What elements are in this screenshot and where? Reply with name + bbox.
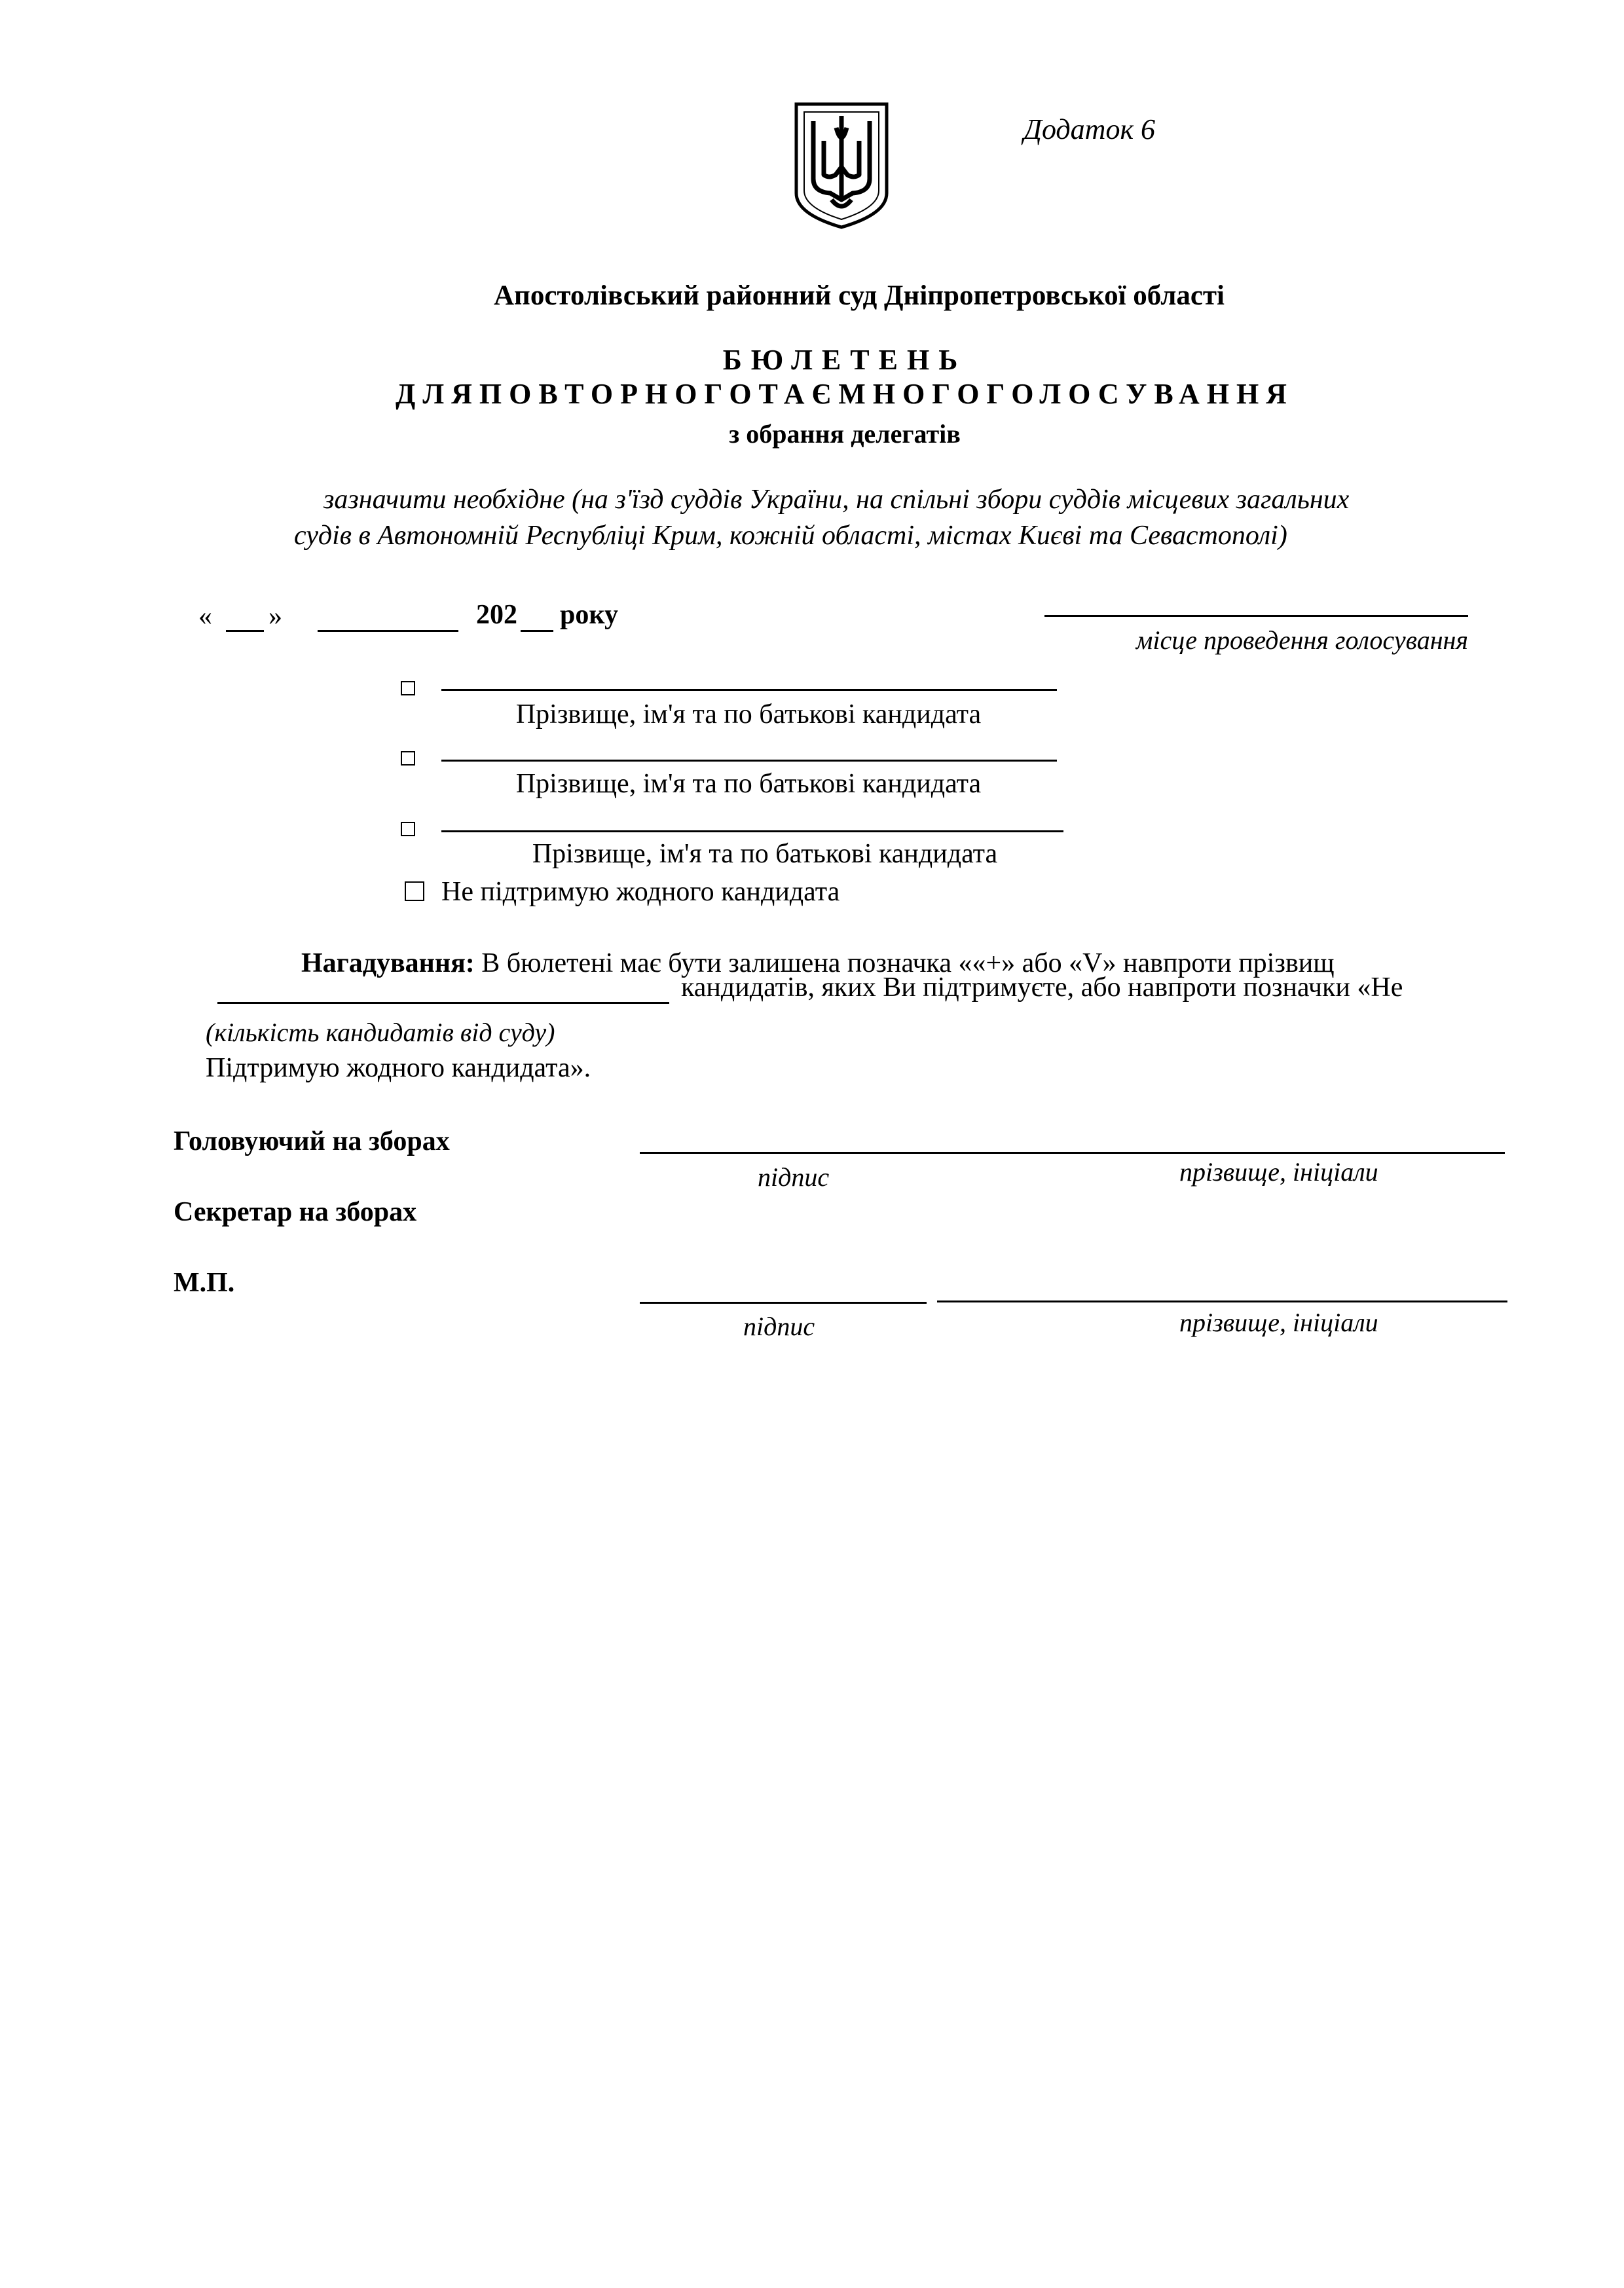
ballot-title: БЮЛЕТЕНЬ <box>722 344 967 376</box>
candidate-checkbox[interactable] <box>401 822 415 836</box>
candidate-checkbox[interactable] <box>401 751 415 766</box>
ballot-subtitle: ДЛЯПОВТОРНОГОТАЄМНОГОГОЛОСУВАННЯ <box>396 378 1294 410</box>
instruction-line-2: судів в Автономній Республіці Крим, кожній області, містах Києві та Севастополі) <box>294 521 1287 551</box>
year-suffix: року <box>560 600 618 630</box>
candidate-name-blank[interactable] <box>441 760 1057 762</box>
court-name: Апостолівський районний суд Дніпропетровської області <box>493 280 1225 311</box>
candidate-caption: Прізвище, ім'я та по батькові кандидата <box>515 699 982 729</box>
month-blank[interactable] <box>318 630 458 632</box>
candidate-name-blank[interactable] <box>441 689 1057 691</box>
chair-label: Головуючий на зборах <box>174 1126 450 1156</box>
chair-name-caption: прізвище, ініціали <box>1179 1157 1378 1187</box>
place-caption: місце проведення голосування <box>1135 625 1468 655</box>
none-option-checkbox[interactable] <box>405 881 424 901</box>
year-prefix: 202 <box>476 600 517 630</box>
candidate-caption: Прізвище, ім'я та по батькові кандидата <box>515 769 982 799</box>
place-blank[interactable] <box>1044 615 1468 617</box>
candidate-name-blank[interactable] <box>441 830 1063 832</box>
appendix-label: Додаток 6 <box>1024 113 1156 145</box>
reminder-line-3: Підтримую жодного кандидата». <box>206 1053 591 1083</box>
candidate-checkbox[interactable] <box>401 681 415 695</box>
none-option-label: Не підтримую жодного кандидата <box>441 877 840 907</box>
count-caption: (кількість кандидатів від суду) <box>206 1018 555 1047</box>
secretary-name-blank[interactable] <box>937 1301 1507 1302</box>
reminder-text-1: В бюлетені має бути залишена позначка ««+» або «V» навпроти прізвищ <box>481 948 1335 978</box>
secretary-sign-caption: підпис <box>743 1312 815 1341</box>
chair-signature-blank[interactable] <box>640 1152 1505 1154</box>
instruction-line-1: зазначити необхідне (на з'їзд суддів України, на спільні збори суддів місцевих загальних <box>323 485 1350 515</box>
day-blank[interactable] <box>226 630 264 632</box>
seal-label: М.П. <box>174 1268 235 1298</box>
candidate-caption: Прізвище, ім'я та по батькові кандидата <box>532 839 998 869</box>
date-open-quote: « <box>198 601 212 631</box>
ballot-purpose: з обрання делегатів <box>729 419 961 449</box>
coat-of-arms-trident-icon <box>792 101 891 229</box>
secretary-signature-blank[interactable] <box>640 1302 927 1304</box>
reminder-line-2: кандидатів, яких Ви підтримуєте, або навпроти позначки «Не <box>681 972 1403 1003</box>
candidate-count-blank[interactable] <box>217 1002 669 1004</box>
secretary-label: Секретар на зборах <box>174 1197 417 1227</box>
date-close-quote: » <box>268 601 282 631</box>
year-blank[interactable] <box>521 630 553 632</box>
chair-sign-caption: підпис <box>758 1162 830 1192</box>
reminder-label: Нагадування: <box>301 948 475 978</box>
secretary-name-caption: прізвище, ініціали <box>1179 1308 1378 1337</box>
